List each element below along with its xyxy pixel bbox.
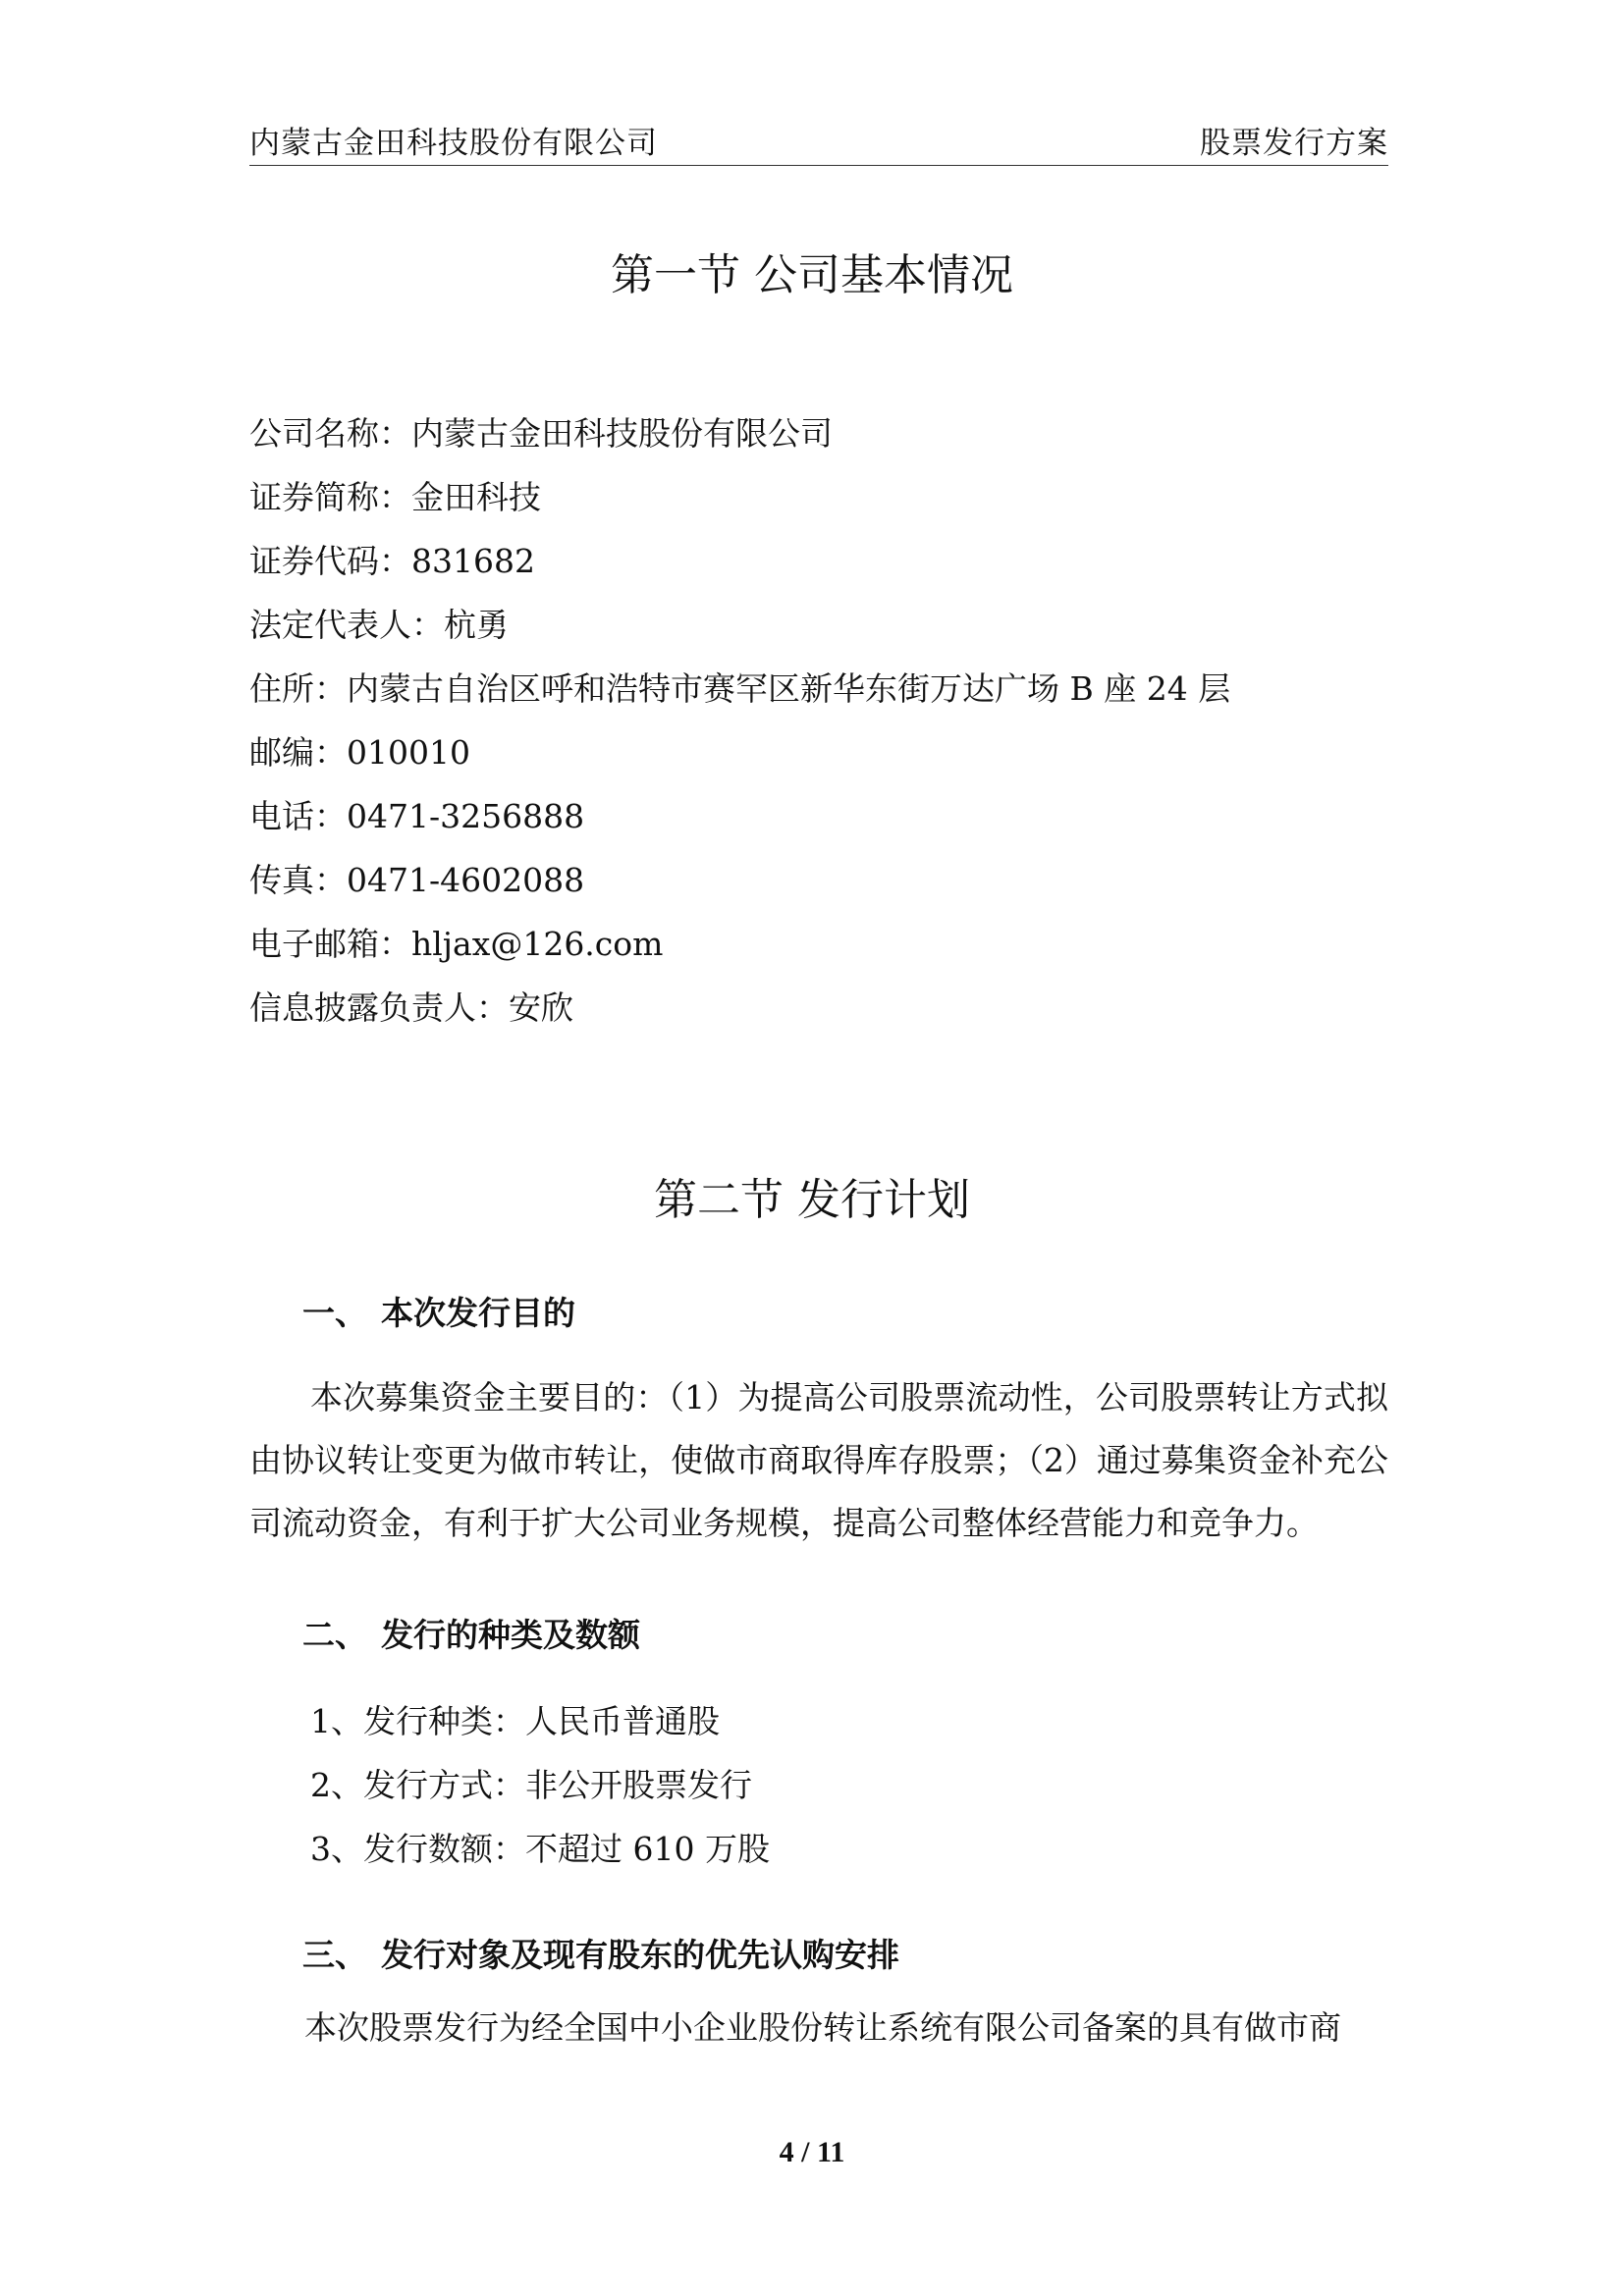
subsection3-title: 发行对象及现有股东的优先认购安排 — [381, 1936, 899, 1974]
field-disclosure-officer: 信息披露负责人：安欣 — [249, 988, 573, 1027]
list-item-issue-amount: 3、发行数额：不超过 610 万股 — [310, 1830, 770, 1868]
subsection2-heading — [302, 1610, 640, 1656]
field-postcode: 邮编：010010 — [249, 733, 470, 772]
list-item-issue-method: 2、发行方式：非公开股票发行 — [310, 1766, 752, 1804]
section1-title: 第一节 公司基本情况 — [611, 250, 1013, 300]
field-short-name: 证券简称：金田科技 — [249, 478, 541, 516]
list-item-issue-type: 1、发行种类：人民币普通股 — [310, 1702, 720, 1740]
subsection3-heading — [302, 1930, 899, 1976]
field-stock-code: 证券代码：831682 — [249, 542, 535, 580]
subsection2-number: 二、 — [302, 1616, 367, 1654]
subsection1-heading — [302, 1288, 575, 1334]
page-number: 4 / 11 — [779, 2136, 845, 2168]
subsection1-paragraph: 本次募集资金主要目的：（1）为提高公司股票流动性，公司股票转让方式拟由协议转让变更为做市转让，使做市商取得库存股票；（2）通过募集资金补充公司流动资金，有利于扩大公司业务规模，提高公司整体经营能力和竞争力。 — [249, 1378, 1388, 1542]
subsection1-number: 一、 — [302, 1294, 367, 1332]
field-company-name: 公司名称：内蒙古金田科技股份有限公司 — [249, 414, 833, 453]
field-legal-rep: 法定代表人：杭勇 — [249, 606, 509, 644]
header-rule — [249, 165, 1388, 166]
subsection3-number: 三、 — [302, 1936, 367, 1974]
header-doc-type: 股票发行方案 — [1200, 126, 1388, 161]
field-phone: 电话：0471-3256888 — [249, 797, 585, 835]
subsection3-paragraph: 本次股票发行为经全国中小企业股份转让系统有限公司备案的具有做市商 — [304, 2008, 1341, 2047]
field-fax: 传真：0471-4602088 — [249, 861, 585, 899]
field-address: 住所：内蒙古自治区呼和浩特市赛罕区新华东街万达广场 B 座 24 层 — [249, 669, 1231, 708]
subsection2-title: 发行的种类及数额 — [381, 1616, 640, 1654]
subsection1-title: 本次发行目的 — [381, 1294, 575, 1332]
field-email: 电子邮箱：hljax@126.com — [249, 925, 664, 963]
section2-title: 第二节 发行计划 — [654, 1175, 970, 1225]
header-company: 内蒙古金田科技股份有限公司 — [249, 126, 658, 161]
